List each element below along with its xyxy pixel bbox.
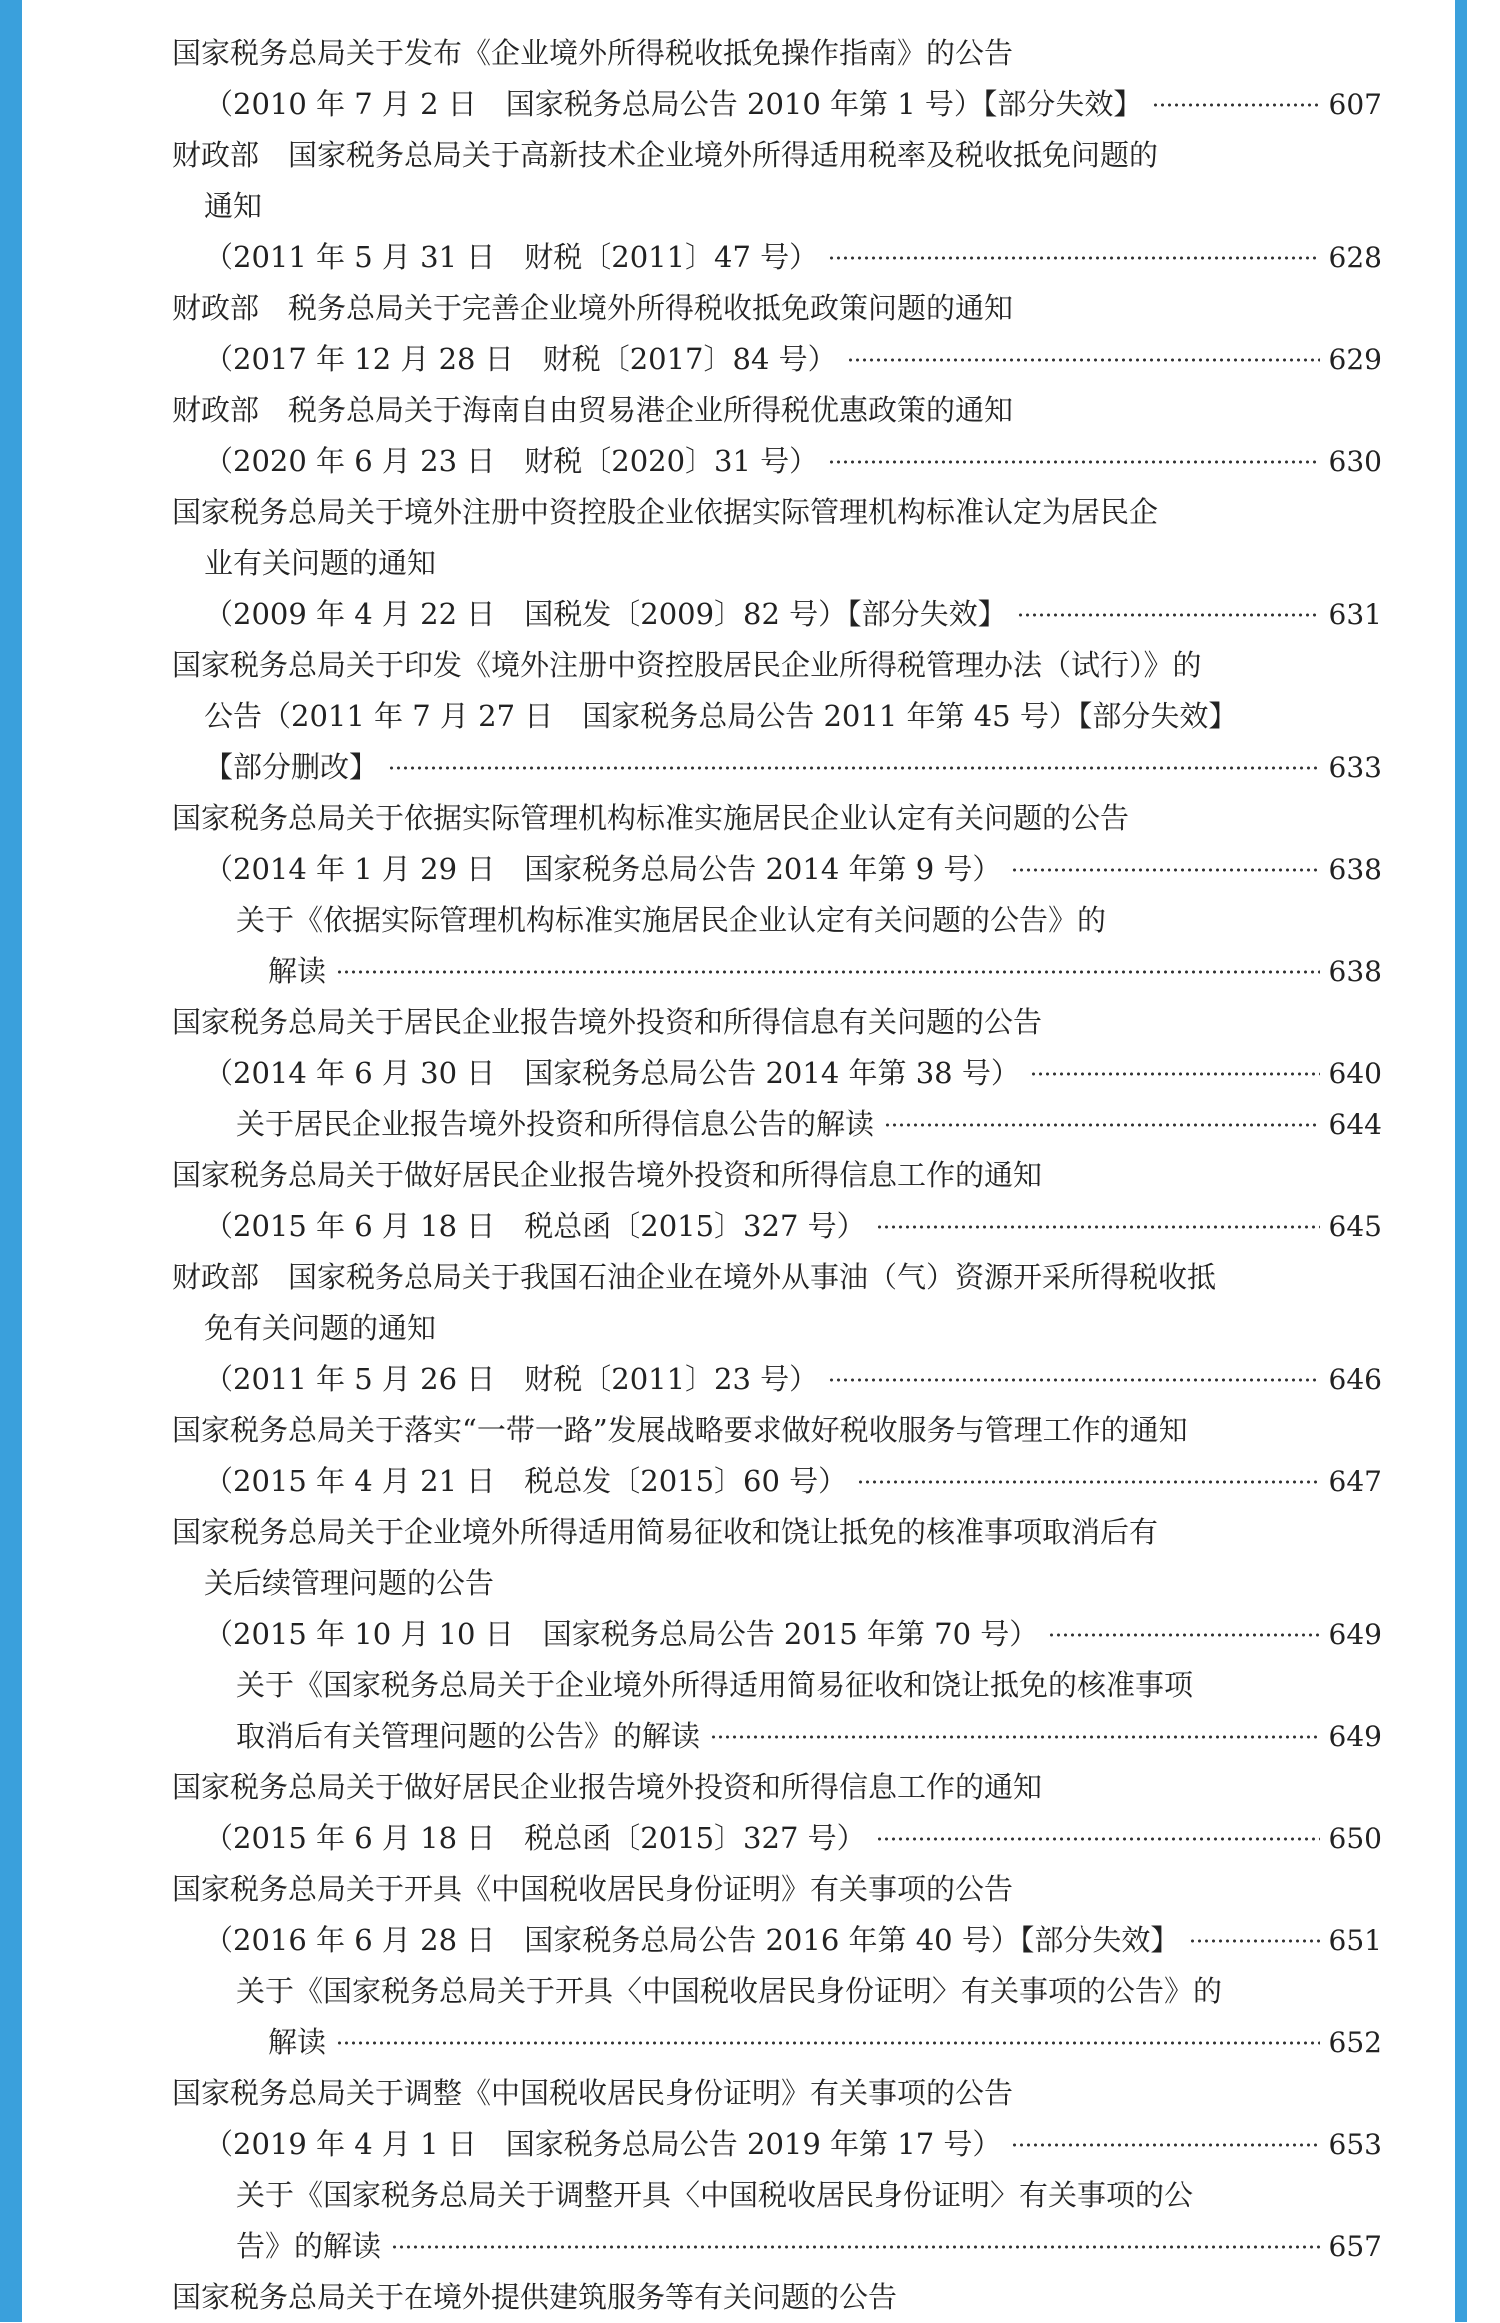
- toc-entry-text: 关于《国家税务总局关于企业境外所得适用简易征收和饶让抵免的核准事项: [236, 1668, 1194, 1702]
- toc-entry: [172, 436, 1382, 487]
- left-border-bar: [0, 0, 22, 2322]
- toc-entry-text: 业有关问题的通知: [204, 546, 437, 580]
- dot-leader: [828, 256, 1320, 260]
- toc-entry-text: 国家税务总局关于发布《企业境外所得税收抵免操作指南》的公告: [172, 36, 1014, 70]
- toc-entry: [172, 334, 1382, 385]
- toc-entry-text: 关于《国家税务总局关于开具〈中国税收居民身份证明〉有关事项的公告》的: [236, 1974, 1223, 2008]
- dot-leader: [876, 1225, 1320, 1229]
- toc-entry: [172, 1354, 1382, 1405]
- toc-page-number: 646: [1328, 1363, 1382, 1396]
- toc-entry: [172, 2017, 1382, 2068]
- toc-entry-text: （2011 年 5 月 26 日 财税〔2011〕23 号）: [204, 1362, 819, 1396]
- dot-leader: [336, 970, 1320, 974]
- toc-entry-text: 国家税务总局关于落实“一带一路”发展战略要求做好税收服务与管理工作的通知: [172, 1413, 1188, 1447]
- toc-entry: [172, 2119, 1382, 2170]
- toc-entry-text: （2015 年 6 月 18 日 税总函〔2015〕327 号）: [204, 1821, 866, 1855]
- toc-page-number: 650: [1328, 1822, 1382, 1855]
- toc-entry-text: （2020 年 6 月 23 日 财税〔2020〕31 号）: [204, 444, 819, 478]
- table-of-contents: [172, 28, 1382, 2323]
- dot-leader: [828, 1378, 1320, 1382]
- toc-entry: [172, 1813, 1382, 1864]
- toc-entry: [172, 640, 1382, 691]
- toc-entry: [172, 844, 1382, 895]
- toc-entry: [172, 1660, 1382, 1711]
- toc-entry: [172, 487, 1382, 538]
- toc-entry: [172, 1915, 1382, 1966]
- toc-page-number: 647: [1328, 1465, 1382, 1498]
- toc-entry-text: （2015 年 6 月 18 日 税总函〔2015〕327 号）: [204, 1209, 866, 1243]
- toc-page-number: 638: [1328, 853, 1382, 886]
- toc-entry-text: 国家税务总局关于印发《境外注册中资控股居民企业所得税管理办法（试行）》的: [172, 648, 1202, 682]
- toc-entry-text: 关于《依据实际管理机构标准实施居民企业认定有关问题的公告》的: [236, 903, 1107, 937]
- dot-leader: [1011, 868, 1320, 872]
- toc-page-number: 628: [1328, 241, 1382, 274]
- toc-entry: [172, 2272, 1382, 2323]
- toc-entry: [172, 1558, 1382, 1609]
- toc-entry: [172, 1762, 1382, 1813]
- dot-leader: [710, 1735, 1320, 1739]
- dot-leader: [884, 1123, 1320, 1127]
- toc-entry: [172, 1711, 1382, 1762]
- toc-entry: [172, 538, 1382, 589]
- toc-entry: [172, 2068, 1382, 2119]
- toc-entry: [172, 997, 1382, 1048]
- toc-entry: [172, 1303, 1382, 1354]
- dot-leader: [1048, 1633, 1320, 1637]
- dot-leader: [847, 358, 1320, 362]
- toc-entry: [172, 1150, 1382, 1201]
- dot-leader: [1152, 103, 1320, 107]
- toc-entry-text: 国家税务总局关于企业境外所得适用简易征收和饶让抵免的核准事项取消后有: [172, 1515, 1159, 1549]
- toc-page-number: 644: [1328, 1108, 1382, 1141]
- toc-entry: [172, 1252, 1382, 1303]
- toc-entry: [172, 1966, 1382, 2017]
- toc-entry-text: （2009 年 4 月 22 日 国税发〔2009〕82 号）【部分失效】: [204, 597, 1007, 631]
- toc-entry-text: 国家税务总局关于居民企业报告境外投资和所得信息有关问题的公告: [172, 1005, 1043, 1039]
- toc-entry-text: 财政部 国家税务总局关于我国石油企业在境外从事油（气）资源开采所得税收抵: [172, 1260, 1217, 1294]
- toc-entry: [172, 283, 1382, 334]
- toc-page-number: 640: [1328, 1057, 1382, 1090]
- toc-page-number: 645: [1328, 1210, 1382, 1243]
- toc-page-number: 607: [1328, 88, 1382, 121]
- dot-leader: [1189, 1939, 1320, 1943]
- toc-page-number: 651: [1328, 1924, 1382, 1957]
- toc-entry-text: （2014 年 1 月 29 日 国家税务总局公告 2014 年第 9 号）: [204, 852, 1002, 886]
- toc-entry-text: （2019 年 4 月 1 日 国家税务总局公告 2019 年第 17 号）: [204, 2127, 1002, 2161]
- toc-entry-text: 国家税务总局关于依据实际管理机构标准实施居民企业认定有关问题的公告: [172, 801, 1130, 835]
- toc-page-number: 653: [1328, 2128, 1382, 2161]
- toc-page-number: 652: [1328, 2026, 1382, 2059]
- right-border-bar: [1455, 0, 1467, 2322]
- toc-page-number: 638: [1328, 955, 1382, 988]
- toc-page-number: 633: [1328, 751, 1382, 784]
- toc-entry: [172, 691, 1382, 742]
- toc-entry: [172, 1099, 1382, 1150]
- toc-entry: [172, 1405, 1382, 1456]
- toc-page-number: 657: [1328, 2230, 1382, 2263]
- toc-entry: [172, 2221, 1382, 2272]
- toc-entry-text: 国家税务总局关于境外注册中资控股企业依据实际管理机构标准认定为居民企: [172, 495, 1159, 529]
- toc-entry-text: 关于《国家税务总局关于调整开具〈中国税收居民身份证明〉有关事项的公: [236, 2178, 1194, 2212]
- toc-entry-text: 免有关问题的通知: [204, 1311, 437, 1345]
- toc-entry: [172, 1864, 1382, 1915]
- toc-entry: [172, 181, 1382, 232]
- toc-entry-text: （2017 年 12 月 28 日 财税〔2017〕84 号）: [204, 342, 837, 376]
- dot-leader: [857, 1480, 1320, 1484]
- toc-entry-text: 公告（2011 年 7 月 27 日 国家税务总局公告 2011 年第 45 号）【部分失效】: [204, 699, 1238, 733]
- toc-entry-text: 国家税务总局关于调整《中国税收居民身份证明》有关事项的公告: [172, 2076, 1014, 2110]
- toc-entry: [172, 130, 1382, 181]
- dot-leader: [828, 460, 1320, 464]
- toc-entry-text: 国家税务总局关于做好居民企业报告境外投资和所得信息工作的通知: [172, 1770, 1043, 1804]
- toc-entry-text: 财政部 税务总局关于完善企业境外所得税收抵免政策问题的通知: [172, 291, 1014, 325]
- toc-page-number: 649: [1328, 1720, 1382, 1753]
- toc-entry: [172, 589, 1382, 640]
- toc-entry-text: 通知: [204, 189, 263, 223]
- toc-entry: [172, 232, 1382, 283]
- toc-entry-text: 告》的解读: [236, 2229, 382, 2263]
- toc-entry-text: 解读: [268, 954, 327, 988]
- toc-page-number: 629: [1328, 343, 1382, 376]
- toc-entry-text: 取消后有关管理问题的公告》的解读: [236, 1719, 701, 1753]
- toc-entry: [172, 1048, 1382, 1099]
- toc-entry-text: 财政部 税务总局关于海南自由贸易港企业所得税优惠政策的通知: [172, 393, 1014, 427]
- toc-entry-text: 财政部 国家税务总局关于高新技术企业境外所得适用税率及税收抵免问题的: [172, 138, 1159, 172]
- toc-entry-text: 关后续管理问题的公告: [204, 1566, 495, 1600]
- dot-leader: [1030, 1072, 1320, 1076]
- toc-entry-text: 解读: [268, 2025, 327, 2059]
- toc-page-number: 631: [1328, 598, 1382, 631]
- toc-entry-text: 【部分删改】: [204, 750, 379, 784]
- dot-leader: [1011, 2143, 1320, 2147]
- toc-entry: [172, 1456, 1382, 1507]
- toc-entry: [172, 1201, 1382, 1252]
- toc-entry-text: 关于居民企业报告境外投资和所得信息公告的解读: [236, 1107, 875, 1141]
- toc-entry: [172, 79, 1382, 130]
- toc-entry-text: （2016 年 6 月 28 日 国家税务总局公告 2016 年第 40 号）【部分失效】: [204, 1923, 1180, 1957]
- toc-entry: [172, 946, 1382, 997]
- toc-entry-text: 国家税务总局关于做好居民企业报告境外投资和所得信息工作的通知: [172, 1158, 1043, 1192]
- toc-entry-text: 国家税务总局关于开具《中国税收居民身份证明》有关事项的公告: [172, 1872, 1014, 1906]
- toc-entry: [172, 385, 1382, 436]
- toc-page-number: 630: [1328, 445, 1382, 478]
- toc-entry: [172, 742, 1382, 793]
- toc-entry-text: 国家税务总局关于在境外提供建筑服务等有关问题的公告: [172, 2280, 898, 2314]
- dot-leader: [1017, 613, 1320, 617]
- toc-entry-text: （2015 年 10 月 10 日 国家税务总局公告 2015 年第 70 号）: [204, 1617, 1039, 1651]
- toc-entry: [172, 2170, 1382, 2221]
- toc-page-number: 649: [1328, 1618, 1382, 1651]
- toc-entry-text: （2015 年 4 月 21 日 税总发〔2015〕60 号）: [204, 1464, 848, 1498]
- toc-entry-text: （2014 年 6 月 30 日 国家税务总局公告 2014 年第 38 号）: [204, 1056, 1020, 1090]
- dot-leader: [391, 2245, 1320, 2249]
- dot-leader: [336, 2041, 1320, 2045]
- toc-entry: [172, 793, 1382, 844]
- toc-entry-text: （2011 年 5 月 31 日 财税〔2011〕47 号）: [204, 240, 819, 274]
- toc-entry-text: （2010 年 7 月 2 日 国家税务总局公告 2010 年第 1 号）【部分失效】: [204, 87, 1143, 121]
- toc-entry: [172, 895, 1382, 946]
- toc-entry: [172, 1609, 1382, 1660]
- dot-leader: [388, 766, 1320, 770]
- dot-leader: [876, 1837, 1320, 1841]
- toc-entry: [172, 28, 1382, 79]
- toc-entry: [172, 1507, 1382, 1558]
